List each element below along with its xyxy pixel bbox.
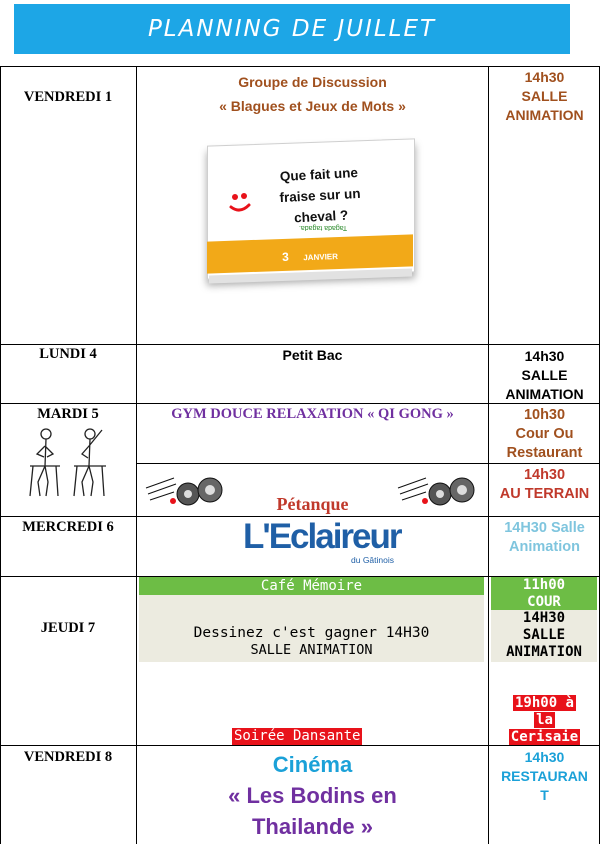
row-divider [0, 344, 600, 345]
time-label: 10h30 [523, 407, 566, 423]
time-label: 19h00 à [514, 695, 574, 711]
place-label: RESTAURAN [501, 768, 588, 784]
place-label: COUR [491, 594, 597, 610]
activity-line: « Blagues et Jeux de Mots » [219, 98, 406, 114]
table-border-top [0, 66, 600, 67]
cafe-memoire-banner: Café Mémoire [139, 577, 484, 595]
day-label: MARDI 5 [37, 406, 99, 422]
time-slot [489, 347, 600, 404]
date-month: JANVIER [303, 252, 339, 263]
place-label: SALLE [521, 88, 568, 104]
question-line: cheval ? [293, 207, 349, 226]
page-title: PLANNING DE JUILLET [147, 16, 437, 42]
question-line: Que fait une [279, 164, 359, 185]
time-slot [489, 519, 600, 557]
activity-line: SALLE ANIMATION [250, 642, 373, 658]
place-label: Restaurant [506, 445, 583, 461]
time-label: 14h30 [523, 467, 566, 483]
place-label: T [540, 787, 549, 803]
smiley-icon [228, 192, 252, 218]
place-label: SALLE [522, 627, 566, 643]
qigong-figures-icon [20, 424, 124, 506]
activity-line: Cinéma [272, 752, 353, 777]
activity-title: GYM DOUCE RELAXATION « QI GONG » [171, 406, 454, 422]
time-slot [489, 748, 600, 805]
time-slot [491, 610, 597, 662]
time-label: 14h30 [524, 348, 565, 364]
place-label: ANIMATION [505, 386, 584, 402]
box-answer: Tagada tagada. [298, 224, 348, 231]
place-label: ANIMATION [505, 107, 584, 123]
place-label: Animation [509, 539, 580, 555]
box-question [248, 160, 391, 230]
time-label: 11h00 [491, 577, 597, 594]
activity-title: Petit Bac [282, 347, 343, 363]
place-label: SALLE [521, 367, 568, 383]
time-label: 14h30 [524, 749, 565, 765]
day-label: JEUDI 7 [40, 620, 96, 636]
eclaireur-logo-subtitle: du Gâtinois [351, 555, 394, 565]
table-border-left [0, 66, 1, 844]
place-label: AU TERRAIN [499, 486, 590, 502]
time-slot [489, 406, 600, 463]
time-label: 14H30 Salle [504, 520, 585, 536]
time-label: 14H30 [522, 610, 566, 626]
activity-title [137, 749, 488, 842]
activity-line: Groupe de Discussion [238, 74, 387, 90]
activity-line: « Les Bodins en [228, 783, 397, 808]
time-label: 14h30 [524, 69, 565, 85]
row-divider [137, 463, 600, 464]
box-date [260, 245, 361, 266]
place-label: la [536, 712, 553, 728]
column-divider-1 [136, 66, 137, 844]
activity-line: Thailande » [251, 814, 374, 839]
activity-title [139, 625, 484, 659]
day-label: VENDREDI 8 [23, 749, 113, 765]
place-label: Cour Ou [515, 426, 574, 442]
place-label: ANIMATION [506, 644, 582, 660]
time-slot [489, 695, 600, 746]
activity-title [137, 70, 488, 118]
date-number: 3 [281, 249, 290, 264]
question-line: fraise sur un [279, 185, 361, 206]
day-label: LUNDI 4 [39, 346, 97, 362]
day-label: VENDREDI 1 [23, 89, 113, 105]
eclaireur-logo: L'Eclaireur [243, 517, 401, 556]
activity-line: Dessinez c'est gagner 14H30 [193, 625, 430, 641]
time-slot [489, 466, 600, 504]
activity-title: Pétanque [276, 494, 349, 514]
time-slot [489, 68, 600, 125]
day-label: MERCREDI 6 [22, 519, 114, 535]
place-label: Cerisaie [510, 729, 579, 745]
soiree-dansante-badge: Soirée Dansante [234, 728, 361, 744]
